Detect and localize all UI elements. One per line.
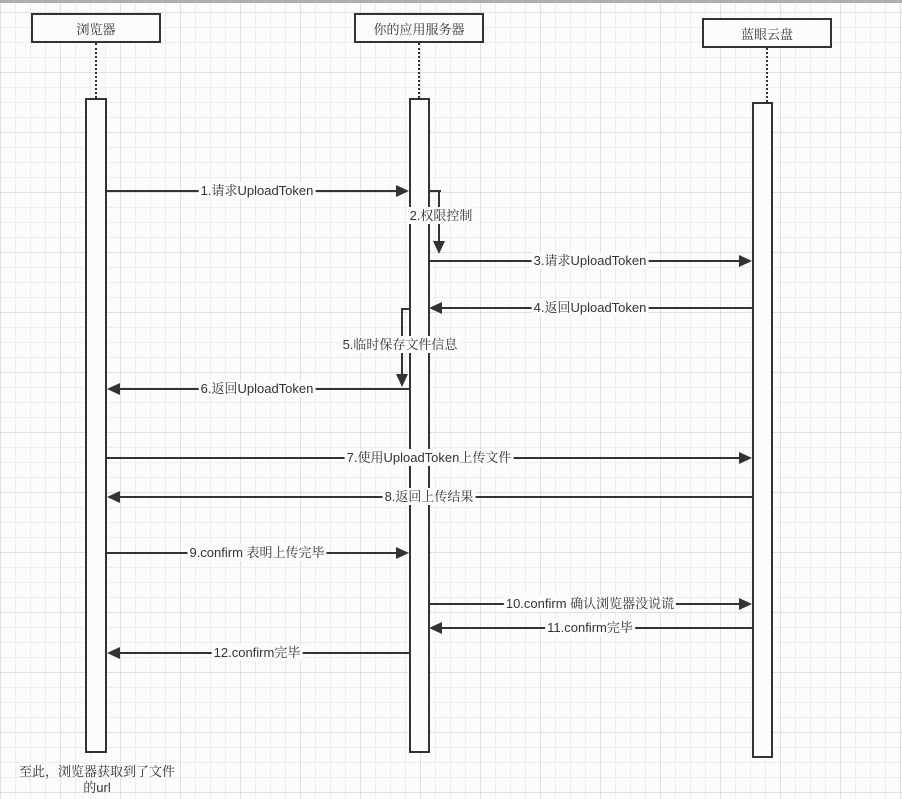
actor-box-app-server[interactable] xyxy=(354,13,484,43)
lifeline-app-server xyxy=(418,43,420,98)
footer-note[interactable] xyxy=(16,764,178,796)
activation-bar-cloud-disk[interactable] xyxy=(752,102,773,758)
arrowhead-right-icon xyxy=(739,452,752,464)
message-label: 9.confirm 表明上传完毕 xyxy=(189,545,325,560)
message-label: 7.使用UploadToken上传文件 xyxy=(346,450,512,465)
arrowhead-right-icon xyxy=(396,547,409,559)
message-label: 2.权限控制 xyxy=(409,208,473,223)
arrowhead-right-icon xyxy=(739,598,752,610)
arrowhead-down-icon xyxy=(396,374,408,387)
message-label: 10.confirm 确认浏览器没说谎 xyxy=(505,596,675,611)
activation-bar-browser[interactable] xyxy=(85,98,107,753)
actor-label-app-server: 你的应用服务器 xyxy=(373,21,465,37)
activation-bar-app-server[interactable] xyxy=(409,98,430,753)
message-label: 8.返回上传结果 xyxy=(384,489,474,504)
message-label: 11.confirm完毕 xyxy=(547,620,633,635)
lifeline-cloud-disk xyxy=(766,48,768,102)
lifeline-browser xyxy=(95,43,97,98)
canvas-top-edge xyxy=(0,0,902,3)
actor-box-cloud-disk[interactable] xyxy=(702,18,832,48)
footer-note-line-1: 至此，浏览器获取到了文件 xyxy=(18,764,175,779)
message-label: 3.请求UploadToken xyxy=(533,253,647,268)
actor-box-browser[interactable] xyxy=(31,13,161,43)
message-label: 5.临时保存文件信息 xyxy=(342,337,458,352)
message-label: 4.返回UploadToken xyxy=(533,300,647,315)
arrowhead-right-icon xyxy=(396,185,409,197)
arrowhead-right-icon xyxy=(739,255,752,267)
actor-label-browser: 浏览器 xyxy=(76,21,116,37)
message-label: 1.请求UploadToken xyxy=(200,183,314,198)
actor-label-cloud-disk: 蓝眼云盘 xyxy=(740,26,793,42)
arrowhead-down-icon xyxy=(433,241,445,254)
message-label: 6.返回UploadToken xyxy=(200,381,314,396)
message-label: 12.confirm完毕 xyxy=(213,645,301,660)
footer-note-line-2: 的url xyxy=(83,780,111,795)
